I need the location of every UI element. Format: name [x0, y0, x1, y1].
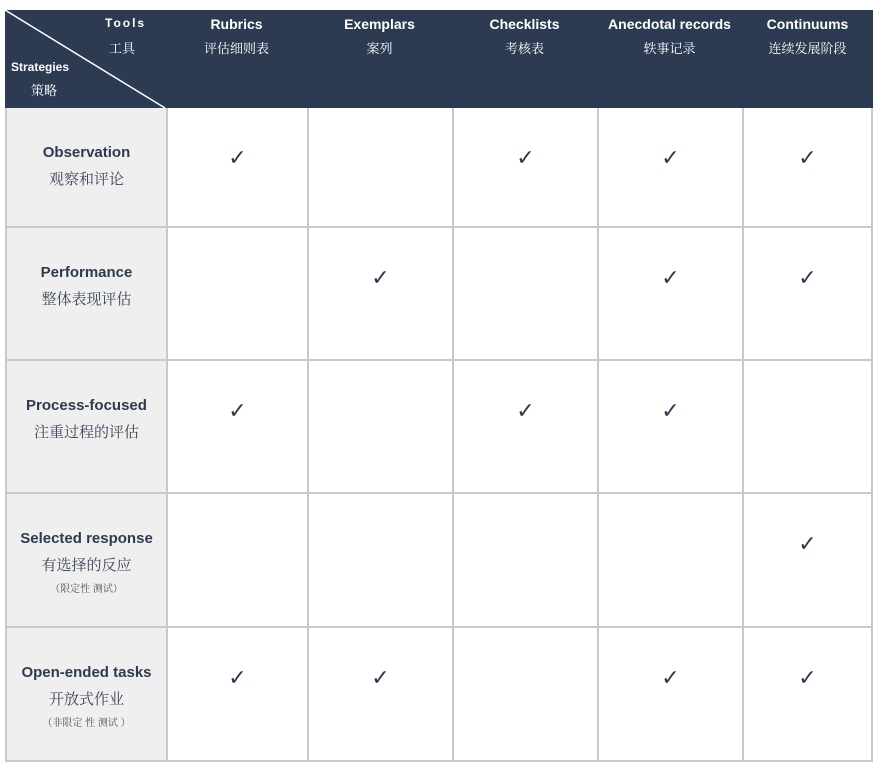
table-cell — [742, 361, 873, 494]
table-cell — [166, 494, 307, 628]
column-header-label: Exemplars — [344, 16, 415, 32]
check-mark-icon: ✓ — [661, 146, 680, 171]
column-header-label-zh: 案列 — [366, 41, 393, 56]
row-header-note: （限定性 测试） — [50, 584, 123, 595]
table-cell — [452, 108, 597, 228]
table-cell — [307, 494, 452, 628]
column-header-label-zh: 考核表 — [504, 41, 544, 56]
row-header-label-zh: 观察和评论 — [48, 171, 124, 188]
check-mark-icon: ✓ — [661, 666, 680, 691]
table-cell — [742, 494, 873, 628]
strategies-label: Strategies — [11, 60, 70, 74]
column-header-label: Checklists — [489, 16, 560, 32]
row-header-label-zh: 有选择的反应 — [41, 557, 132, 574]
corner-header-cell — [5, 10, 166, 108]
table-cell — [166, 361, 307, 494]
table-cell — [307, 108, 452, 228]
column-header-label: Anecdotal records — [608, 16, 731, 32]
table-cell — [597, 628, 742, 762]
row-header-label: Process-focused — [26, 397, 147, 414]
table-cell — [166, 108, 307, 228]
tools-label-zh: 工具 — [109, 41, 136, 56]
check-mark-icon: ✓ — [661, 399, 680, 424]
row-header-process-focused — [5, 361, 166, 494]
check-mark-icon: ✓ — [228, 399, 247, 424]
row-header-label-zh: 整体表现评估 — [41, 291, 132, 308]
table-cell — [307, 361, 452, 494]
check-mark-icon: ✓ — [516, 399, 535, 424]
row-header-performance — [5, 228, 166, 361]
row-header-note: （非限定 性 测试 ） — [42, 718, 131, 729]
column-header-checklists — [452, 10, 597, 108]
row-header-label: Selected response — [20, 530, 153, 547]
table-cell — [452, 628, 597, 762]
row-header-label-zh: 开放式作业 — [48, 691, 124, 708]
check-mark-icon: ✓ — [371, 666, 390, 691]
check-mark-icon: ✓ — [798, 532, 817, 557]
column-header-label-zh: 评估细则表 — [203, 41, 269, 56]
row-header-observation — [5, 108, 166, 228]
check-mark-icon: ✓ — [371, 266, 390, 291]
row-header-label: Observation — [42, 144, 131, 161]
table-cell — [166, 228, 307, 361]
column-header-label-zh: 轶事记录 — [643, 41, 696, 56]
table-cell — [452, 228, 597, 361]
row-header-label-zh: 注重过程的评估 — [33, 424, 139, 441]
table-cell — [597, 108, 742, 228]
table-cell — [307, 228, 452, 361]
check-mark-icon: ✓ — [228, 666, 247, 691]
check-mark-icon: ✓ — [798, 266, 817, 291]
row-header-label: Open-ended tasks — [21, 664, 152, 681]
check-mark-icon: ✓ — [798, 666, 817, 691]
row-header-label: Performance — [40, 264, 133, 281]
check-mark-icon: ✓ — [661, 266, 680, 291]
table-cell — [452, 361, 597, 494]
assessment-matrix — [5, 10, 873, 762]
column-header-exemplars — [307, 10, 452, 108]
check-mark-icon: ✓ — [228, 146, 247, 171]
column-header-anecdotal-records — [597, 10, 742, 108]
table-cell — [597, 361, 742, 494]
table-cell — [597, 228, 742, 361]
check-mark-icon: ✓ — [798, 146, 817, 171]
column-header-label: Rubrics — [210, 16, 263, 32]
column-header-continuums — [742, 10, 873, 108]
row-header-selected-response — [5, 494, 166, 628]
column-header-label-zh: 连续发展阶段 — [768, 41, 847, 56]
strategies-label-zh: 策略 — [31, 83, 58, 98]
row-header-open-ended-tasks — [5, 628, 166, 762]
table-cell — [742, 228, 873, 361]
table-cell — [742, 108, 873, 228]
column-header-rubrics — [166, 10, 307, 108]
column-header-label: Continuums — [766, 16, 849, 32]
table-cell — [452, 494, 597, 628]
table-cell — [597, 494, 742, 628]
check-mark-icon: ✓ — [516, 146, 535, 171]
table-cell — [742, 628, 873, 762]
table-cell — [307, 628, 452, 762]
tools-label: Tools — [105, 16, 147, 30]
table-cell — [166, 628, 307, 762]
